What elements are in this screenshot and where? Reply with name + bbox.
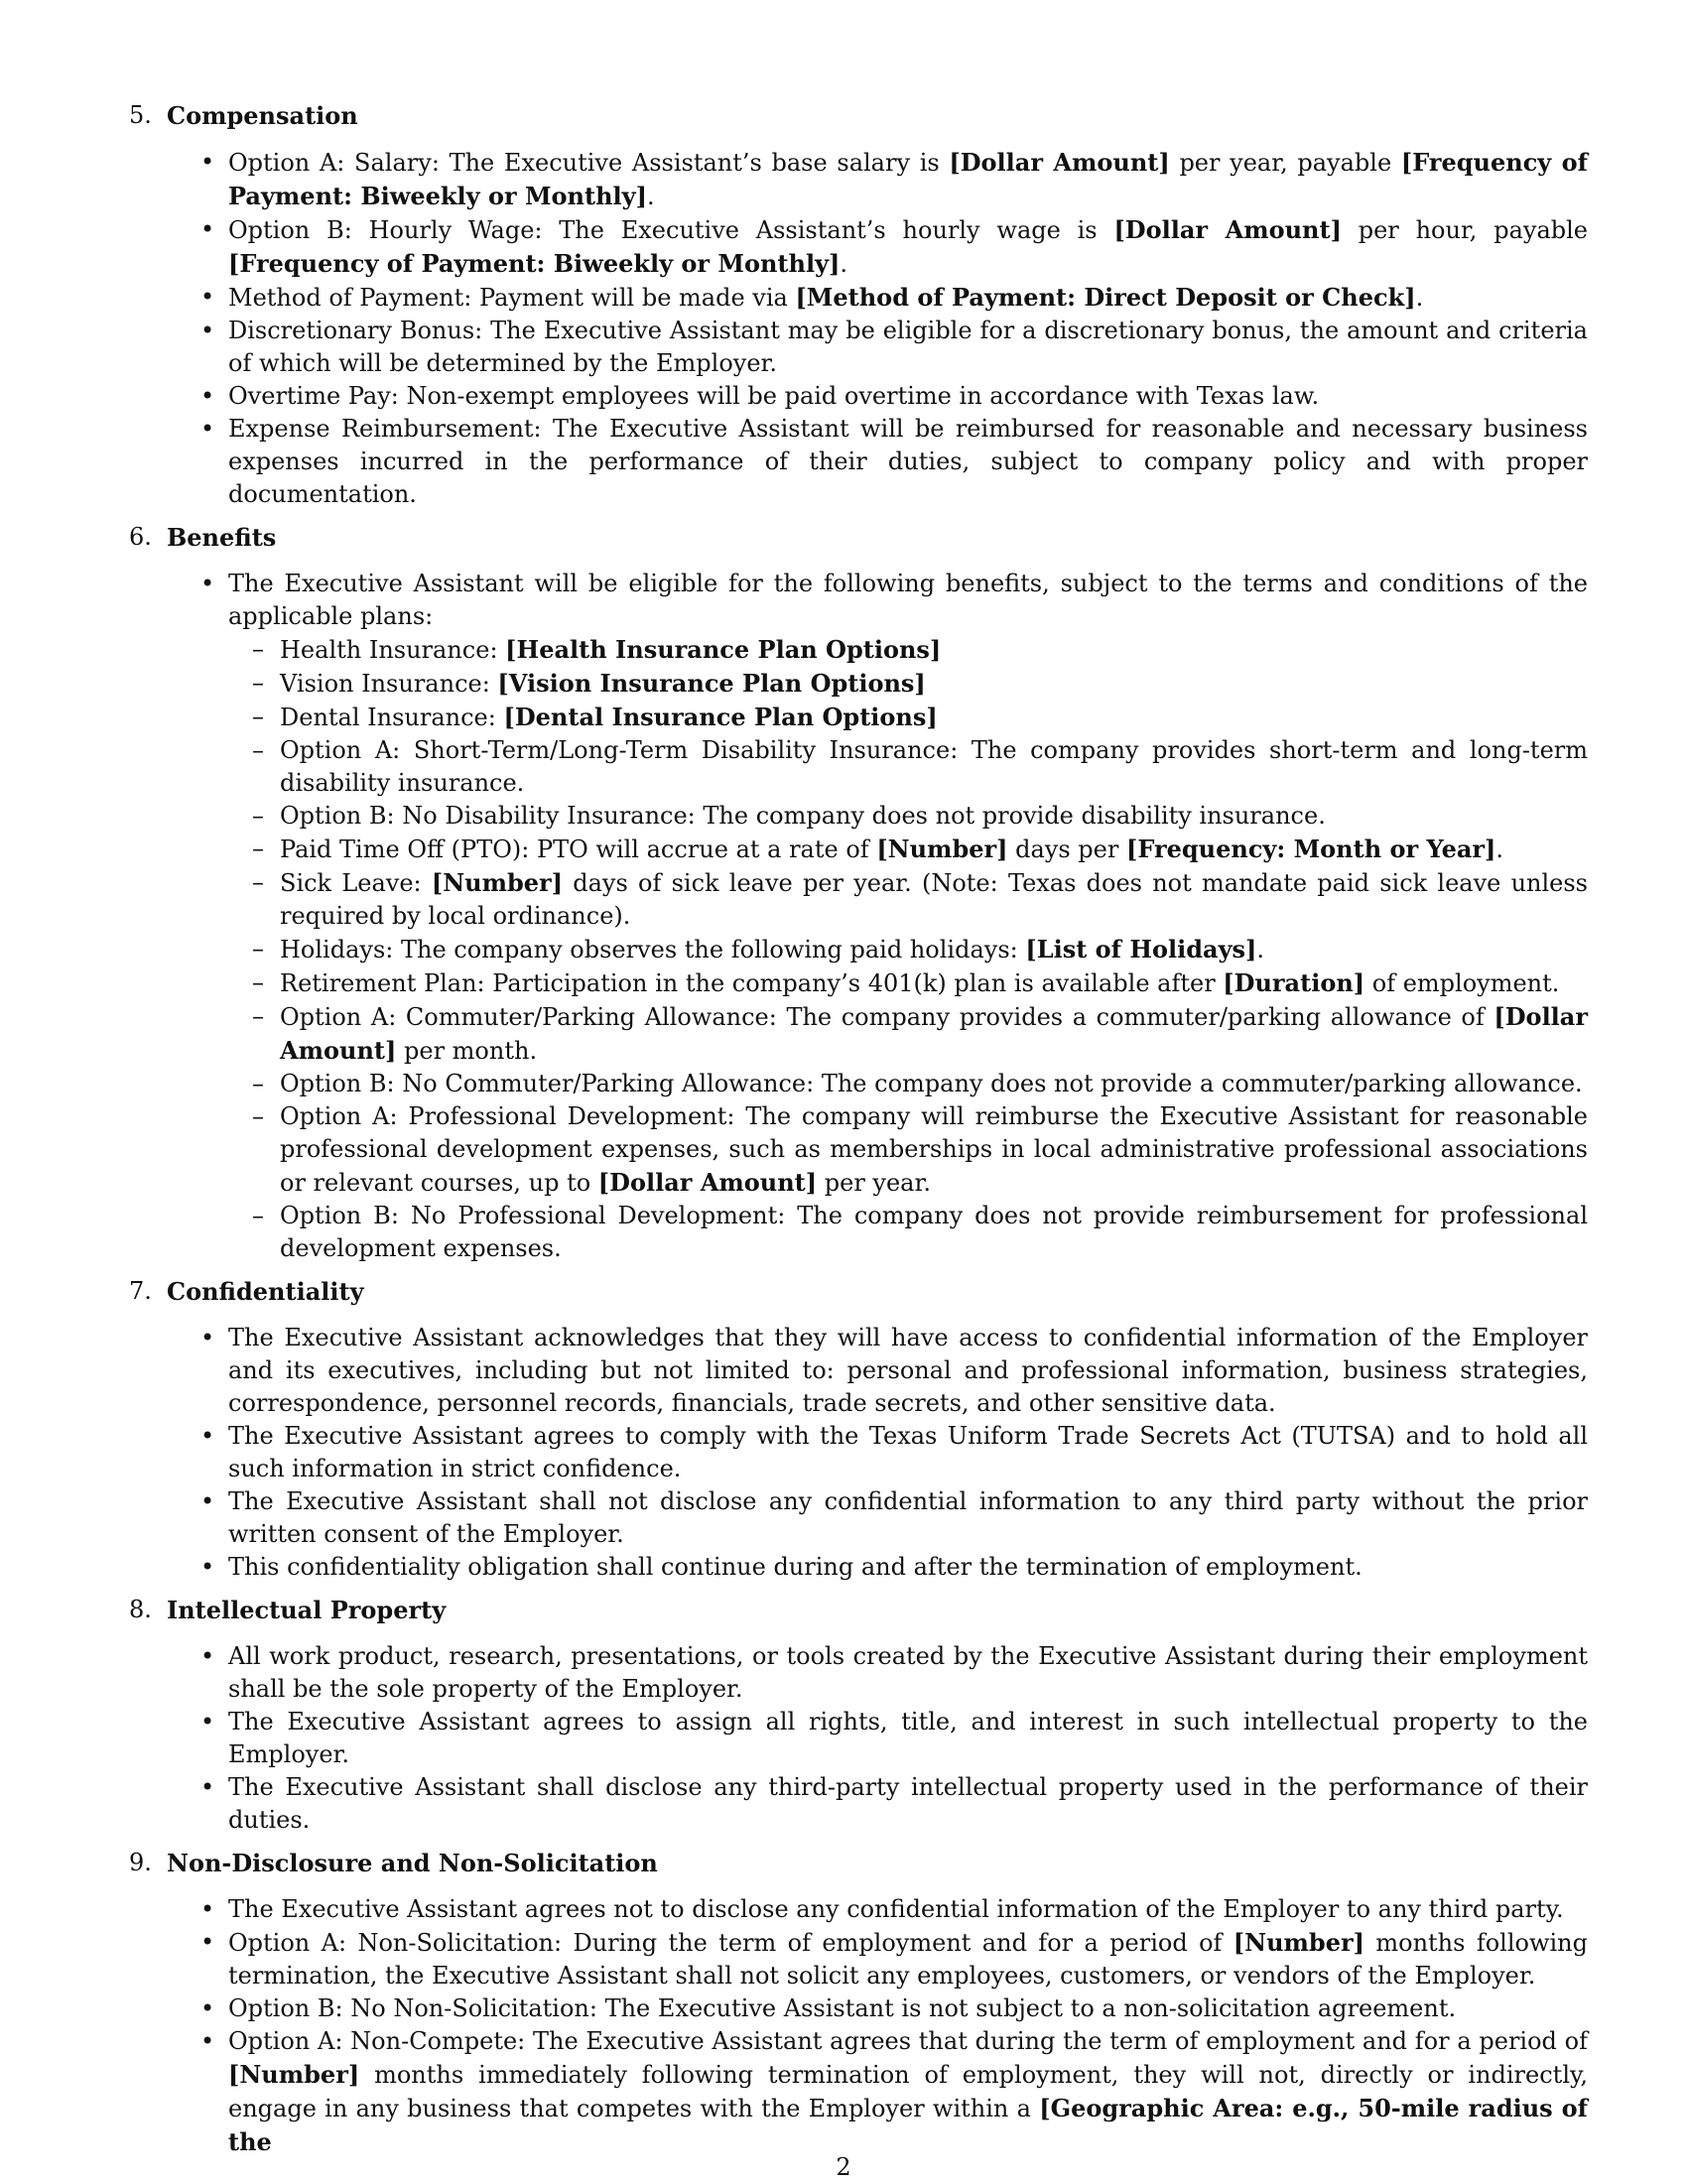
placeholder-field: [Dollar Amount] (949, 148, 1170, 177)
text-run: The Executive Assistant will be eligible for the following benefits, subject to the terms and conditions of the applicable plans: (228, 570, 1588, 630)
text-run: The Executive Assistant agrees to comply with the Texas Uniform Trade Secrets Act (TUTSA) and to hold all such information in strict confidence. (228, 1422, 1588, 1482)
list-item (129, 1992, 1588, 2025)
bullet-icon: • (200, 1895, 215, 1923)
text-run: The Executive Assistant agrees not to disclose any confidential information of the Employer to any third party. (228, 1895, 1564, 1923)
section-number: 6. (129, 523, 152, 551)
text-run: Overtime Pay: Non-exempt employees will be paid overtime in accordance with Texas law. (228, 382, 1320, 410)
placeholder-field: [Number] (228, 2060, 360, 2089)
section-number: 9. (129, 1849, 152, 1876)
placeholder-field: [Number] (876, 835, 1008, 863)
text-run: The Executive Assistant acknowledges that they will have access to confidential information of the Employer and its executives, including but not limited to: personal and professional information, business strategies, correspondence, personnel records, financials, trade secrets, and other sensitive data. (228, 1324, 1588, 1417)
placeholder-field: [Frequency of Payment: Biweekly or Monthly] (228, 249, 841, 278)
sub-list-item (228, 701, 1588, 734)
sub-list-item (228, 667, 1588, 701)
placeholder-field: [Frequency of Payment: Biweekly or Monthly] (228, 148, 1588, 210)
bullet-icon: • (200, 215, 215, 243)
sub-list-item (228, 866, 1588, 933)
text-run: days of sick leave per year. (Note: Texas does not mandate paid sick leave unless required by local ordinance). (280, 869, 1588, 930)
text-run: days per (1007, 835, 1126, 863)
list-item (129, 281, 1588, 315)
list-item (129, 1926, 1588, 1992)
section-title: Intellectual Property (167, 1596, 447, 1624)
section-number: 8. (129, 1596, 152, 1623)
text-run: months immediately following termination of employment, they will not, directly or indirectly, engage in any business that competes with the Employer within a (228, 2061, 1588, 2122)
bullet-icon: • (200, 148, 215, 176)
bullet-list (129, 568, 1588, 1265)
list-item (129, 1420, 1588, 1485)
section-heading (129, 521, 1588, 554)
text-run: Option B: No Non-Solicitation: The Executive Assistant is not subject to a non-solicitation agreement. (228, 1994, 1457, 2022)
text-run: Method of Payment: Payment will be made via (228, 284, 796, 312)
sub-list-item (228, 833, 1588, 866)
text-run: Option B: No Commuter/Parking Allowance: The company does not provide a commuter/parking allowance. (280, 1070, 1583, 1097)
text-run: Option B: No Disability Insurance: The company does not provide disability insurance. (280, 802, 1326, 830)
section-title: Benefits (167, 523, 277, 552)
dash-icon: – (252, 1002, 264, 1030)
placeholder-field: [Number] (1233, 1928, 1364, 1957)
placeholder-field: [Duration] (1223, 968, 1365, 997)
placeholder-field: [List of Holidays] (1025, 935, 1257, 964)
dash-icon: – (252, 669, 264, 697)
dash-icon: – (252, 1070, 264, 1097)
dash-icon: – (252, 935, 264, 963)
bullet-icon: • (200, 382, 215, 410)
list-item (129, 1893, 1588, 1926)
dash-icon: – (252, 835, 264, 862)
text-run: per year. (817, 1169, 931, 1197)
list-item (129, 568, 1588, 1265)
text-run: The Executive Assistant agrees to assign all rights, title, and interest in such intellectual property to the Employer. (228, 1708, 1588, 1768)
text-run: Option A: Professional Development: The company will reimburse the Executive Assistant for reasonable professional development expenses, such as memberships in local administrative professional associations or relevant courses, up to (280, 1102, 1588, 1197)
bullet-list (129, 1640, 1588, 1837)
bullet-icon: • (200, 1928, 215, 1956)
section-title: Non-Disclosure and Non-Solicitation (167, 1849, 658, 1877)
list-item (129, 1771, 1588, 1837)
placeholder-field: [Health Insurance Plan Options] (505, 635, 942, 664)
text-run: Retirement Plan: Participation in the company’s 401(k) plan is available after (280, 969, 1224, 997)
dash-icon: – (252, 802, 264, 830)
text-run: months following termination, the Executive Assistant shall not solicit any employees, customers, or vendors of the Employer. (228, 1929, 1588, 1990)
page-number: 2 (836, 2153, 851, 2181)
bullet-icon: • (200, 1773, 215, 1801)
text-run: This confidentiality obligation shall continue during and after the termination of employment. (228, 1553, 1363, 1581)
list-item (129, 1706, 1588, 1771)
text-run: Option A: Short-Term/Long-Term Disability Insurance: The company provides short-term and long-term disability insurance. (280, 736, 1588, 797)
text-run: Option A: Non-Solicitation: During the term of employment and for a period of (228, 1929, 1233, 1957)
text-run: Paid Time Off (PTO): PTO will accrue at a rate of (280, 835, 877, 863)
sub-list-item (228, 800, 1588, 833)
list-item (129, 146, 1588, 213)
text-run: Dental Insurance: (280, 704, 504, 731)
sub-list (228, 633, 1588, 1265)
bullet-icon: • (200, 1642, 215, 1670)
dash-icon: – (252, 703, 264, 730)
text-run: Holidays: The company observes the following paid holidays: (280, 936, 1026, 964)
sub-list-item (228, 966, 1588, 1000)
list-item (129, 1551, 1588, 1584)
list-item (129, 213, 1588, 281)
sub-list-item (228, 1200, 1588, 1265)
text-run: . (840, 250, 848, 278)
bullet-list (129, 146, 1588, 511)
bullet-icon: • (200, 1553, 215, 1581)
text-run: Option B: Hourly Wage: The Executive Assistant’s hourly wage is (228, 216, 1114, 244)
section (129, 1847, 1588, 2159)
text-run: Health Insurance: (280, 636, 506, 664)
placeholder-field: [Geographic Area: e.g., 50-mile radius of the (228, 2094, 1588, 2156)
text-run: The Executive Assistant shall not disclose any confidential information to any third party without the prior written consent of the Employer. (228, 1487, 1588, 1548)
bullet-icon: • (200, 1708, 215, 1735)
dash-icon: – (252, 736, 264, 764)
dash-icon: – (252, 868, 264, 896)
section-number: 7. (129, 1277, 152, 1305)
bullet-icon: • (200, 1994, 215, 2022)
bullet-icon: • (200, 283, 215, 311)
placeholder-field: [Dollar Amount] (597, 1168, 818, 1197)
placeholder-field: [Vision Insurance Plan Options] (497, 669, 926, 698)
bullet-icon: • (200, 317, 215, 344)
section-heading (129, 1847, 1588, 1879)
section (129, 521, 1588, 1265)
placeholder-field: [Method of Payment: Direct Deposit or Check] (795, 283, 1416, 312)
section-number: 5. (129, 101, 152, 129)
text-run: Option A: Salary: The Executive Assistant’s base salary is (228, 149, 950, 177)
text-run: Option B: No Professional Development: The company does not provide reimbursement for professional development expenses. (280, 1202, 1588, 1262)
sub-list-item (228, 633, 1588, 667)
text-run: Discretionary Bonus: The Executive Assistant may be eligible for a discretionary bonus, the amount and criteria of which will be determined by the Employer. (228, 317, 1588, 377)
text-run: of employment. (1364, 969, 1560, 997)
bullet-icon: • (200, 415, 215, 443)
text-run: per year, payable (1169, 149, 1401, 177)
bullet-list (129, 1893, 1588, 2159)
text-run: . (1256, 936, 1265, 964)
list-item (129, 2025, 1588, 2159)
text-run: Expense Reimbursement: The Executive Assistant will be reimbursed for reasonable and necessary business expenses incurred in the performance of their duties, subject to company policy and with proper documentation. (228, 415, 1588, 508)
list-item (129, 413, 1588, 511)
list-item (129, 380, 1588, 413)
document-body (129, 99, 1588, 2169)
bullet-icon: • (200, 570, 215, 597)
section-heading (129, 1275, 1588, 1308)
section-title: Confidentiality (167, 1277, 364, 1306)
text-run: . (646, 183, 655, 210)
placeholder-field: [Dollar Amount] (280, 1002, 1588, 1065)
sub-list-item (228, 1000, 1588, 1068)
dash-icon: – (252, 635, 264, 663)
section-heading (129, 1594, 1588, 1626)
sub-list-item (228, 1100, 1588, 1200)
dash-icon: – (252, 1202, 264, 1229)
text-run: Option A: Non-Compete: The Executive Assistant agrees that during the term of employment and for a period of (228, 2027, 1588, 2055)
sub-list-item (228, 933, 1588, 966)
text-run: per month. (396, 1037, 538, 1065)
text-run: Vision Insurance: (280, 670, 498, 698)
section (129, 99, 1588, 511)
bullet-icon: • (200, 2027, 215, 2055)
sub-list-item (228, 734, 1588, 800)
section (129, 1275, 1588, 1584)
list-item (129, 315, 1588, 380)
text-run: . (1415, 284, 1424, 312)
placeholder-field: [Dental Insurance Plan Options] (503, 703, 938, 731)
bullet-list (129, 1322, 1588, 1584)
dash-icon: – (252, 968, 264, 996)
section (129, 1594, 1588, 1837)
text-run: . (1495, 835, 1504, 863)
text-run: All work product, research, presentations, or tools created by the Executive Assistant during their employment shall be the sole property of the Employer. (228, 1642, 1588, 1703)
bullet-icon: • (200, 1324, 215, 1351)
section-title: Compensation (167, 101, 358, 130)
text-run: Option A: Commuter/Parking Allowance: The company provides a commuter/parking allowance of (280, 1003, 1494, 1031)
placeholder-field: [Number] (431, 868, 564, 897)
list-item (129, 1640, 1588, 1706)
bullet-icon: • (200, 1422, 215, 1450)
placeholder-field: [Frequency: Month or Year] (1125, 835, 1496, 863)
section-heading (129, 99, 1588, 132)
bullet-icon: • (200, 1487, 215, 1515)
text-run: Sick Leave: (280, 869, 432, 897)
placeholder-field: [Dollar Amount] (1113, 215, 1342, 244)
dash-icon: – (252, 1102, 264, 1130)
list-item (129, 1322, 1588, 1420)
text-run: per hour, payable (1341, 216, 1588, 244)
sub-list-item (228, 1068, 1588, 1100)
list-item (129, 1485, 1588, 1551)
text-run: The Executive Assistant shall disclose any third-party intellectual property used in the performance of their duties. (228, 1773, 1588, 1834)
